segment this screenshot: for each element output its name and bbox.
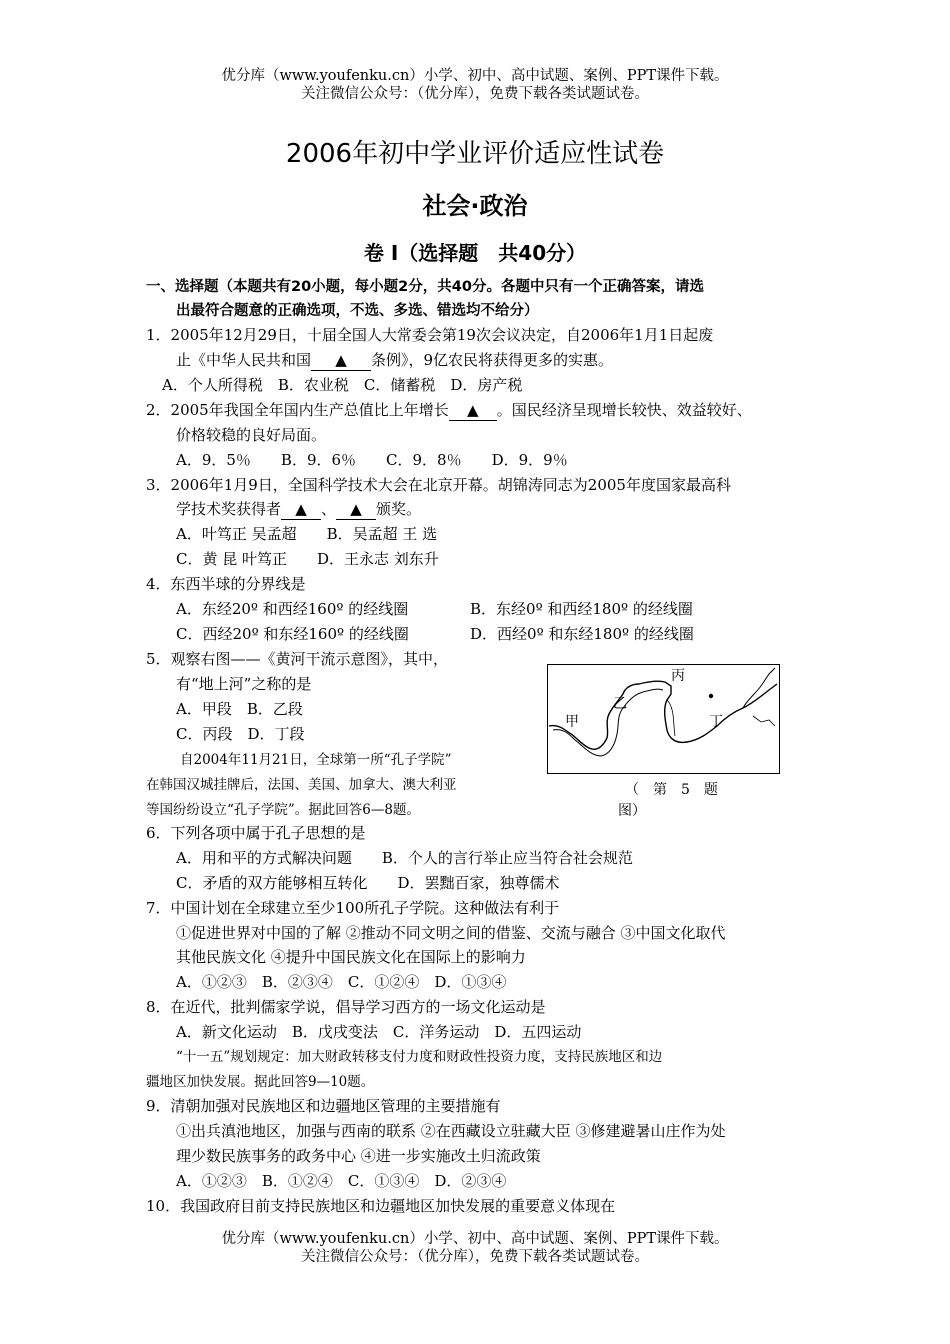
q1-stem-2: 止《中华人民共和国 ▲ 条例》，9亿农民将获得更多的实惠。	[176, 351, 614, 369]
q6-options-2: C．矛盾的双方能够相互转化 D．罢黜百家，独尊儒术	[176, 874, 560, 892]
q2-options: A．9．5％ B．9．6％ C．9．8％ D．9．9％	[176, 451, 568, 469]
q6-options-1: A．用和平的方式解决问题 B．个人的言行举止应当符合社会规范	[176, 849, 633, 867]
q1-stem-1: 1．2005年12月29日，十届全国人大常委会第19次会议决定，自2006年1月1日起废	[146, 326, 714, 344]
q7-stem: 7．中国计划在全球建立至少100所孔子学院。这种做法有利于	[146, 899, 560, 917]
passage1-line2: 在韩国汉城挂牌后，法国、美国、加拿大、澳大利亚	[146, 777, 457, 793]
passage2-line1: “十一五”规划规定：加大财政转移支付力度和财政性投资力度，支持民族地区和边	[176, 1049, 663, 1065]
q1-options: A．个人所得税 B．农业税 C．储蓄税 D．房产税	[162, 376, 523, 394]
page-footer-line2: 关注微信公众号：（优分库），免费下载各类试题试卷。	[301, 1249, 649, 1265]
page-header-line1: 优分库（www.youfenku.cn）小学、初中、高中试题、案例、PPT课件下载。	[221, 68, 729, 84]
q6-stem: 6．下列各项中属于孔子思想的是	[146, 824, 366, 842]
yellow-river-map	[547, 664, 780, 774]
map-label-jia: 甲	[565, 714, 579, 730]
q5-options-1: A．甲段 B．乙段	[176, 700, 303, 718]
q9-options: A．①②③ B．①②④ C．①③④ D．②③④	[176, 1172, 507, 1190]
q9-choices-2: 理少数民族事务的政务中心 ④进一步实施改土归流政策	[176, 1147, 541, 1165]
exam-subject: 社会·政治	[422, 192, 528, 220]
q7-choices-2: 其他民族文化 ④提升中国民族文化在国际上的影响力	[176, 948, 526, 966]
map-label-bing: 丙	[671, 668, 685, 684]
map-label-ding: 丁	[709, 714, 723, 730]
map-label-yi: 乙	[613, 696, 627, 712]
q3-blank-2: ▲	[336, 499, 376, 520]
q7-choices-1: ①促进世界对中国的了解 ②推动不同文明之间的借鉴、交流与融合 ③中国文化取代	[176, 924, 726, 942]
section-instruction-1: 一、选择题（本题共有20小题，每小题2分，共40分。各题中只有一个正确答案，请选	[146, 279, 704, 295]
map-caption-1: （ 第 5 题	[625, 782, 718, 798]
q2-stem-2: 价格较稳的良好局面。	[176, 426, 327, 444]
q3-stem-2: 学技术奖获得者 ▲ 、 ▲ 颁奖。	[176, 500, 422, 518]
page-header-line2: 关注微信公众号：（优分库），免费下载各类试题试卷。	[301, 86, 649, 102]
q2-stem-1: 2．2005年我国全年国内生产总值比上年增长 ▲ 。国民经济呈现增长较快、效益较好、	[146, 401, 752, 419]
q5-stem-1: 5．观察右图——《黄河干流示意图》，其中，	[146, 650, 449, 668]
section-instruction-2: 出最符合题意的正确选项，不选、多选、错选均不给分）	[176, 303, 539, 319]
passage1-line1: 自2004年11月21日，全球第一所“孔子学院”	[180, 752, 452, 768]
page-footer-line1: 优分库（www.youfenku.cn）小学、初中、高中试题、案例、PPT课件下载。	[221, 1231, 729, 1247]
yellow-river-map-svg	[547, 664, 780, 774]
q4-option-d: D．西经0º 和东经180º 的经线圈	[470, 625, 694, 643]
passage1-line3: 等国纷纷设立“孔子学院”。据此回答6—8题。	[146, 802, 420, 818]
q3-stem-1: 3．2006年1月9日，全国科学技术大会在北京开幕。胡锦涛同志为2005年度国家最高科	[146, 476, 731, 494]
q4-option-c: C．西经20º 和东经160º 的经线圈	[176, 625, 409, 643]
q9-stem: 9．清朝加强对民族地区和边疆地区管理的主要措施有	[146, 1097, 501, 1115]
q4-stem: 4．东西半球的分界线是	[146, 575, 306, 593]
exam-title: 2006年初中学业评价适应性试卷	[285, 139, 665, 169]
q3-options-2: C．黄 昆 叶笃正 D．王永志 刘东升	[176, 550, 439, 568]
map-caption-2: 图）	[618, 803, 646, 819]
q4-option-b: B．东经0º 和西经180º 的经线圈	[470, 600, 693, 618]
q8-stem: 8．在近代，批判儒家学说，倡导学习西方的一场文化运动是	[146, 998, 546, 1016]
q5-stem-2: 有“地上河”之称的是	[176, 675, 312, 693]
q1-blank: ▲	[311, 350, 371, 371]
q10-stem: 10．我国政府目前支持民族地区和边疆地区加快发展的重要意义体现在	[146, 1197, 616, 1215]
q7-options: A．①②③ B．②③④ C．①②④ D．①③④	[176, 973, 507, 991]
q3-options-1: A．叶笃正 吴孟超 B．吴孟超 王 选	[176, 525, 438, 543]
q5-options-2: C．丙段 D．丁段	[176, 725, 305, 743]
q8-options: A．新文化运动 B．戊戌变法 C．洋务运动 D．五四运动	[176, 1023, 582, 1041]
location-dot	[709, 694, 713, 698]
q3-blank-1: ▲	[281, 499, 321, 520]
passage2-line2: 疆地区加快发展。据此回答9—10题。	[146, 1074, 375, 1090]
volume-heading: 卷 Ⅰ（选择题 共40分）	[363, 241, 587, 265]
q4-option-a: A．东经20º 和西经160º 的经线圈	[176, 600, 409, 618]
q2-blank: ▲	[449, 400, 497, 421]
q9-choices-1: ①出兵滇池地区，加强与西南的联系 ②在西藏设立驻藏大臣 ③修建避暑山庄作为处	[176, 1122, 726, 1140]
